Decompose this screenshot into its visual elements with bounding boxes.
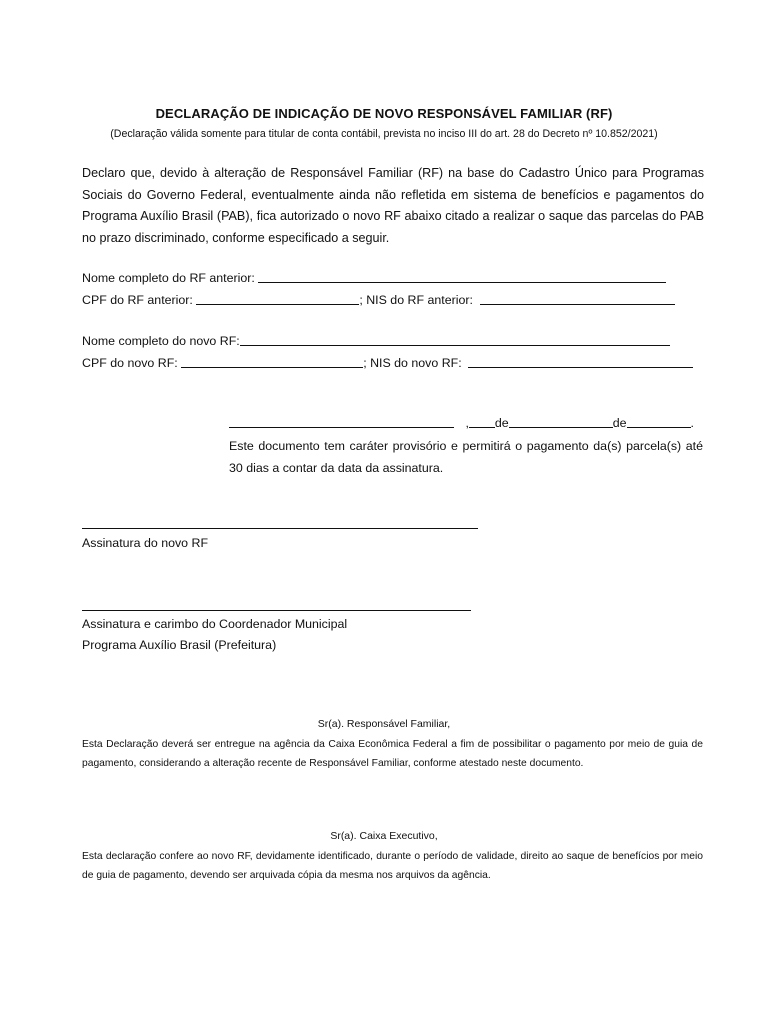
document-title: DECLARAÇÃO DE INDICAÇÃO DE NOVO RESPONSÁVEL FAMILIAR (RF) (155, 106, 613, 121)
date-comma: , (465, 416, 469, 430)
previous-rf-cpf-nis-row (82, 290, 675, 307)
document-subtitle: (Declaração válida somente para titular de conta contábil, prevista no inciso III do art. 28 do Decreto nº 10.852/2021) (110, 128, 658, 140)
previous-rf-cpf-label: CPF do RF anterior: (82, 293, 193, 307)
new-rf-name-label: Nome completo do novo RF: (82, 334, 240, 348)
coordinator-signature-line[interactable] (82, 610, 471, 611)
year-blank[interactable] (627, 414, 691, 428)
date-de-2: de (612, 416, 627, 430)
rf-note-body: Esta Declaração deverá ser entregue na agência da Caixa Econômica Federal a fim de possibilitar o pagamento por meio de guia de pagamento, considerando a alteração recente de Responsável Familiar, conforme atestado neste documento. (82, 739, 703, 769)
place-blank[interactable] (229, 414, 454, 428)
date-period: . (690, 416, 694, 430)
previous-rf-name-row (82, 268, 666, 285)
previous-rf-nis-blank[interactable] (480, 291, 675, 305)
new-rf-signature-line[interactable] (82, 528, 478, 529)
month-blank[interactable] (509, 414, 613, 428)
date-line (229, 413, 694, 430)
new-rf-nis-blank[interactable] (468, 354, 693, 368)
day-blank[interactable] (469, 414, 495, 428)
previous-rf-name-label: Nome completo do RF anterior: (82, 271, 255, 285)
previous-rf-cpf-blank[interactable] (196, 291, 359, 305)
new-rf-name-row (82, 331, 670, 348)
new-rf-name-blank[interactable] (240, 332, 670, 346)
coordinator-signature-label-1: Assinatura e carimbo do Coordenador Municipal (82, 617, 348, 631)
previous-rf-name-blank[interactable] (258, 269, 666, 283)
coordinator-signature-label-2: Programa Auxílio Brasil (Prefeitura) (82, 638, 277, 652)
new-rf-cpf-blank[interactable] (181, 354, 363, 368)
intro-paragraph: Declaro que, devido à alteração de Responsável Familiar (RF) na base do Cadastro Único para Programas Sociais do Governo Federal, eventualmente ainda não refletida em sistema de benefícios e pagamentos do Programa Auxílio Brasil (PAB), fica autorizado o novo RF abaixo citado a realizar o saque das parcelas do PAB no prazo discriminado, conforme especificado a seguir. (82, 166, 704, 245)
new-rf-cpf-nis-row (82, 353, 693, 370)
new-rf-cpf-label: CPF do novo RF: (82, 356, 178, 370)
new-rf-signature-label: Assinatura do novo RF (82, 536, 209, 550)
new-rf-nis-label: ; NIS do novo RF: (363, 356, 462, 370)
caixa-note-heading: Sr(a). Caixa Executivo, (330, 830, 438, 842)
previous-rf-nis-label: ; NIS do RF anterior: (359, 293, 473, 307)
date-de-1: de (494, 416, 509, 430)
caixa-note-body: Esta declaração confere ao novo RF, devidamente identificado, durante o período de validade, direito ao saque de benefícios por meio de guia de pagamento, devendo ser arquivada cópia da mesma nos arquivos da agência. (82, 851, 703, 881)
validity-note: Este documento tem caráter provisório e permitirá o pagamento da(s) parcela(s) até 30 dias a contar da data da assinatura. (229, 439, 703, 475)
rf-note-heading: Sr(a). Responsável Familiar, (317, 718, 451, 730)
